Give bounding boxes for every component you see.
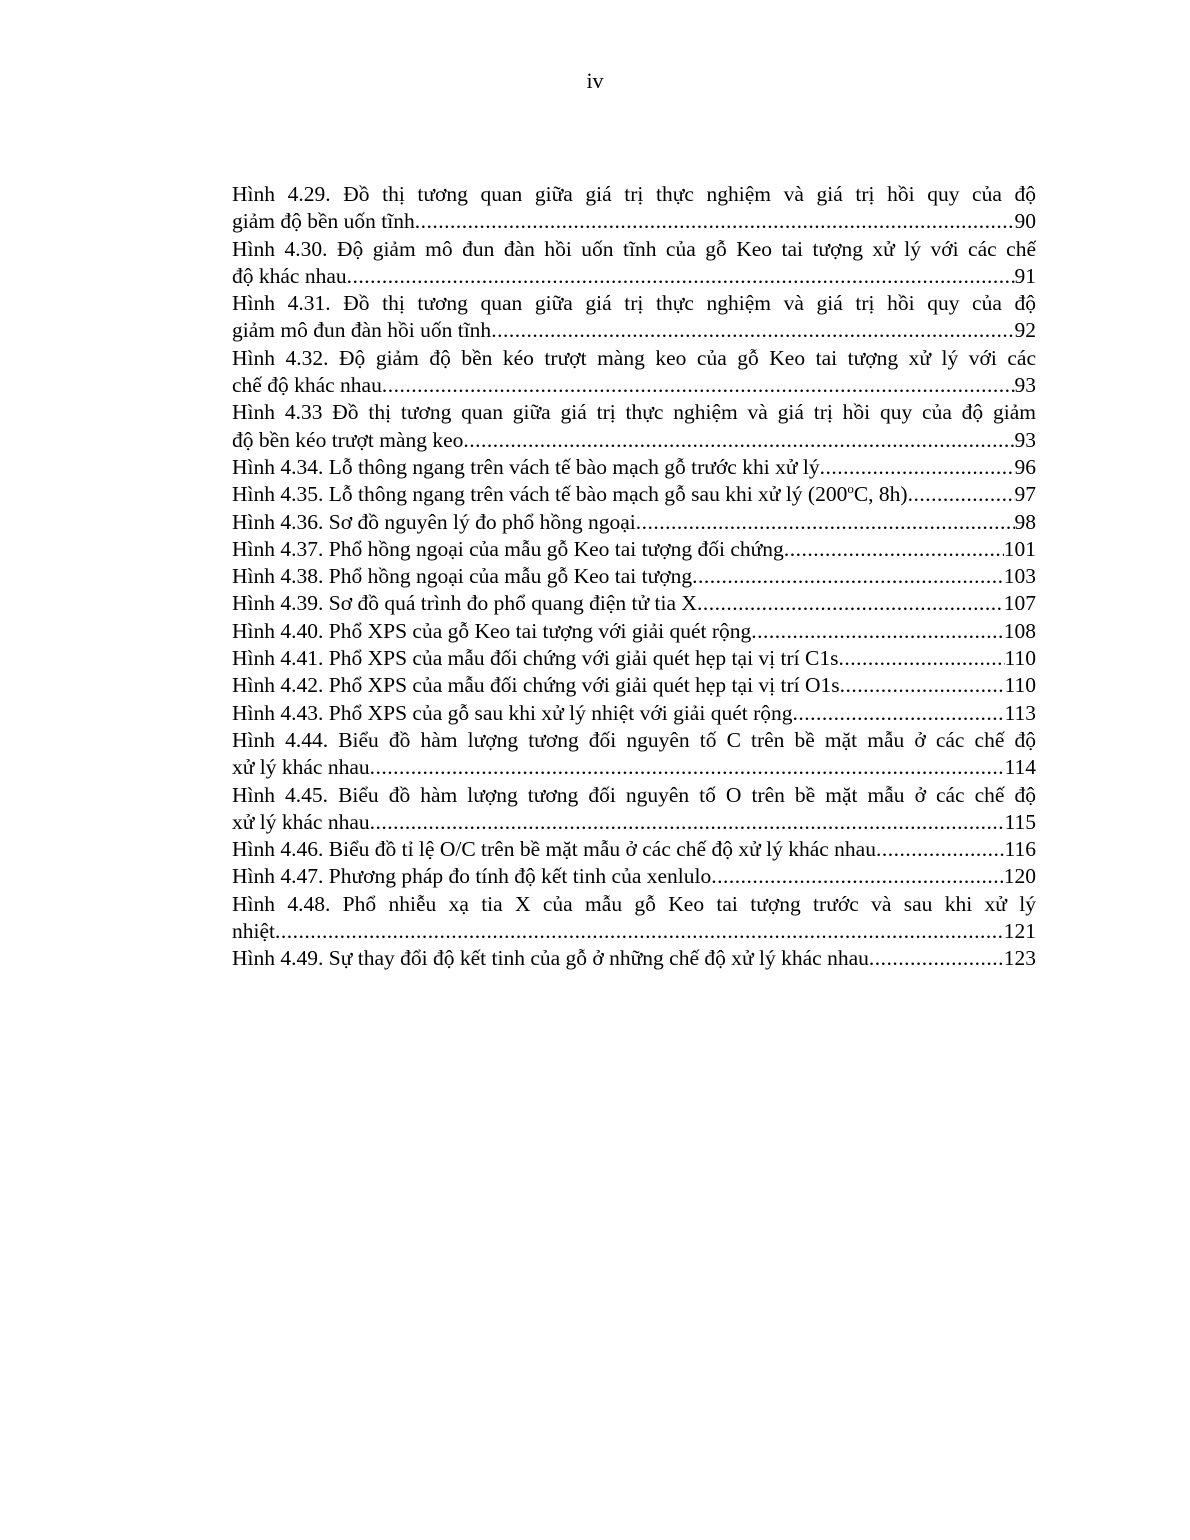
figure-entry-title xyxy=(232,863,711,890)
figure-entry-line: Hình 4.45. Biểu đồ hàm lượng tương đối nguyên tố O trên bề mặt mẫu ở các chế độ xyxy=(232,782,1036,807)
figure-entry-title-text: Hình 4.42. Phổ XPS của mẫu đối chứng với giải quét hẹp tại vị trí O1s xyxy=(232,673,840,698)
figure-entry-title xyxy=(232,372,382,399)
figure-entry-line: Hình 4.44. Biểu đồ hàm lượng tương đối nguyên tố C trên bề mặt mẫu ở các chế độ xyxy=(232,727,1036,752)
figure-entry[interactable] xyxy=(232,782,1036,837)
dot-leader xyxy=(838,645,1004,672)
figure-entry-title xyxy=(232,672,840,699)
figure-entry-last-line xyxy=(232,563,1036,590)
figure-entry-title-suffix: C, 8h) xyxy=(853,482,908,507)
figure-page-number: 113 xyxy=(1004,700,1036,725)
figure-entry-last-line xyxy=(232,863,1036,890)
figure-page-number: 90 xyxy=(1014,209,1036,234)
figure-entry-title xyxy=(232,317,491,344)
figure-entry[interactable] xyxy=(232,945,1036,972)
figure-entry-last-line xyxy=(232,618,1036,645)
figure-entry-title-text: Hình 4.35. Lỗ thông ngang trên vách tế bào mạch gỗ sau khi xử lý (200 xyxy=(232,482,848,507)
figure-entry-title xyxy=(232,563,692,590)
figure-entry-last-line xyxy=(232,645,1036,672)
figure-entry-last-line xyxy=(232,700,1036,727)
figure-entry[interactable] xyxy=(232,727,1036,782)
figure-entry-last-line xyxy=(232,836,1036,863)
figure-entry-title-text: Hình 4.46. Biểu đồ tỉ lệ O/C trên bề mặt mẫu ở các chế độ xử lý khác nhau xyxy=(232,837,876,862)
figure-entry-last-line xyxy=(232,317,1036,344)
dot-leader xyxy=(370,754,1005,781)
dot-leader xyxy=(692,563,1004,590)
figure-entry[interactable] xyxy=(232,454,1036,481)
figure-entry-title-text: độ bền kéo trượt màng keo xyxy=(232,427,464,452)
figure-entry-title xyxy=(232,945,869,972)
dot-leader xyxy=(876,836,1005,863)
figure-entry-last-line xyxy=(232,454,1036,481)
figure-entry[interactable] xyxy=(232,536,1036,563)
figure-entry-line: Hình 4.32. Độ giảm độ bền kéo trượt màng keo của gỗ Keo tai tượng xử lý với các xyxy=(232,345,1036,370)
figure-entry-last-line xyxy=(232,208,1036,235)
figure-entry-last-line xyxy=(232,945,1036,972)
figure-entry[interactable] xyxy=(232,181,1036,236)
dot-leader xyxy=(463,427,1014,454)
dot-leader xyxy=(415,208,1015,235)
figure-page-number: 114 xyxy=(1004,755,1036,780)
dot-leader xyxy=(711,863,1003,890)
figure-page-number: 123 xyxy=(1003,946,1036,971)
figure-entry-title-text: Hình 4.49. Sự thay đổi độ kết tinh của gỗ ở những chế độ xử lý khác nhau xyxy=(232,946,869,971)
dot-leader xyxy=(382,372,1015,399)
figure-entry-title-text: Hình 4.40. Phổ XPS của gỗ Keo tai tượng với giải quét rộng xyxy=(232,618,752,643)
figure-entry[interactable] xyxy=(232,891,1036,946)
figure-entry-title-text: Hình 4.43. Phổ XPS của gỗ sau khi xử lý nhiệt với giải quét rộng xyxy=(232,700,793,725)
dot-leader xyxy=(908,481,1015,508)
figure-entry[interactable] xyxy=(232,672,1036,699)
figure-page-number: 98 xyxy=(1014,509,1036,534)
figure-page-number: 103 xyxy=(1003,564,1036,589)
figure-page-number: 116 xyxy=(1004,837,1036,862)
figure-entry-last-line xyxy=(232,427,1036,454)
figure-entry-last-line xyxy=(232,509,1036,536)
page-number: iv xyxy=(586,68,604,93)
figure-entry-title xyxy=(232,590,697,617)
figure-entry-title-text: nhiệt xyxy=(232,919,275,944)
figure-entry-last-line xyxy=(232,536,1036,563)
figure-entry-title-text: Hình 4.36. Sơ đồ nguyên lý đo phổ hồng ngoại xyxy=(232,509,636,534)
dot-leader xyxy=(840,672,1005,699)
figure-entry-title-text: giảm độ bền uốn tĩnh xyxy=(232,209,415,234)
figure-entry-title xyxy=(232,481,908,508)
figure-entry-title-text: xử lý khác nhau xyxy=(232,809,370,834)
figure-entry-title xyxy=(232,454,820,481)
figure-entry[interactable] xyxy=(232,563,1036,590)
figure-entry-line: Hình 4.48. Phổ nhiễu xạ tia X của mẫu gỗ Keo tai tượng trước và sau khi xử lý xyxy=(232,891,1036,916)
figure-entry[interactable] xyxy=(232,863,1036,890)
figure-entry-title xyxy=(232,809,370,836)
figure-entry-last-line xyxy=(232,809,1036,836)
figure-entry-line: Hình 4.31. Đồ thị tương quan giữa giá trị thực nghiệm và giá trị hồi quy của độ xyxy=(232,291,1036,316)
figure-entry[interactable] xyxy=(232,481,1036,508)
figure-entry-title xyxy=(232,700,793,727)
figure-entry-title xyxy=(232,645,838,672)
dot-leader xyxy=(869,945,1004,972)
figure-entry[interactable] xyxy=(232,590,1036,617)
dot-leader xyxy=(697,590,1004,617)
figure-entry-last-line xyxy=(232,372,1036,399)
figure-entry[interactable] xyxy=(232,509,1036,536)
figure-entry-title xyxy=(232,263,347,290)
figure-entry-line: Hình 4.29. Đồ thị tương quan giữa giá trị thực nghiệm và giá trị hồi quy của độ xyxy=(232,182,1036,206)
figure-entry[interactable] xyxy=(232,836,1036,863)
dot-leader xyxy=(793,700,1005,727)
figure-page-number: 115 xyxy=(1004,809,1036,834)
figure-entry-title xyxy=(232,509,636,536)
figure-entry-last-line xyxy=(232,590,1036,617)
figure-entry-last-line xyxy=(232,918,1036,945)
dot-leader xyxy=(347,263,1015,290)
figure-page-number: 92 xyxy=(1014,318,1036,343)
figure-entry-last-line xyxy=(232,481,1036,508)
figure-entry[interactable] xyxy=(232,700,1036,727)
figure-entry-title-text: chế độ khác nhau xyxy=(232,373,382,398)
figure-entry-title-text: Hình 4.39. Sơ đồ quá trình đo phổ quang điện tử tia X xyxy=(232,591,697,616)
dot-leader xyxy=(370,809,1005,836)
figure-page-number: 101 xyxy=(1003,536,1036,561)
figure-entry-title-text: giảm mô đun đàn hồi uốn tĩnh xyxy=(232,318,492,343)
figure-entry-line: Hình 4.30. Độ giảm mô đun đàn hồi uốn tĩnh của gỗ Keo tai tượng xử lý với các chế xyxy=(232,236,1036,261)
figure-entry[interactable] xyxy=(232,236,1036,291)
figure-entry[interactable] xyxy=(232,645,1036,672)
figure-page-number: 97 xyxy=(1014,482,1036,507)
figure-entry-title xyxy=(232,208,415,235)
figure-entry[interactable] xyxy=(232,618,1036,645)
figure-page-number: 93 xyxy=(1014,427,1036,452)
figure-entry-title-text: xử lý khác nhau xyxy=(232,755,370,780)
dot-leader xyxy=(751,618,1003,645)
figure-entry-title xyxy=(232,427,463,454)
degree-superscript: o xyxy=(847,481,854,497)
figure-page-number: 96 xyxy=(1014,454,1036,479)
figure-page-number: 110 xyxy=(1004,646,1036,671)
figure-entry-title-text: độ khác nhau xyxy=(232,263,347,288)
figure-entry-title-text: Hình 4.41. Phổ XPS của mẫu đối chứng với giải quét hẹp tại vị trí C1s xyxy=(232,646,839,671)
figure-entry-last-line xyxy=(232,754,1036,781)
figure-entry-last-line xyxy=(232,263,1036,290)
dot-leader xyxy=(784,536,1004,563)
figure-entry-title xyxy=(232,618,751,645)
figure-entry-title-text: Hình 4.37. Phổ hồng ngoại của mẫu gỗ Keo tai tượng đối chứng xyxy=(232,536,784,561)
figure-page-number: 121 xyxy=(1003,919,1036,944)
figure-entry[interactable] xyxy=(232,290,1036,345)
figure-entry-title xyxy=(232,754,370,781)
figure-entry-title-text: Hình 4.34. Lỗ thông ngang trên vách tế bào mạch gỗ trước khi xử lý xyxy=(232,454,820,479)
figure-page-number: 91 xyxy=(1014,263,1036,288)
figure-entry[interactable] xyxy=(232,399,1036,454)
dot-leader xyxy=(820,454,1015,481)
figure-page-number: 110 xyxy=(1004,673,1036,698)
figure-entry-title xyxy=(232,536,784,563)
dot-leader xyxy=(636,509,1015,536)
figure-entry-line: Hình 4.33 Đồ thị tương quan giữa giá trị thực nghiệm và giá trị hồi quy của độ giảm xyxy=(232,400,1036,425)
figure-entry-title xyxy=(232,836,876,863)
figure-entry[interactable] xyxy=(232,345,1036,400)
figure-page-number: 93 xyxy=(1014,373,1036,398)
figure-page-number: 108 xyxy=(1003,618,1036,643)
figure-page-number: 120 xyxy=(1003,864,1036,889)
figure-entry-title-text: Hình 4.38. Phổ hồng ngoại của mẫu gỗ Keo tai tượng xyxy=(232,564,693,589)
dot-leader xyxy=(275,918,1004,945)
figure-entry-title-text: Hình 4.47. Phương pháp đo tính độ kết tinh của xenlulo xyxy=(232,864,712,889)
figure-entry-title xyxy=(232,918,275,945)
figure-entry-last-line xyxy=(232,672,1036,699)
dot-leader xyxy=(491,317,1014,344)
figure-page-number: 107 xyxy=(1003,591,1036,616)
list-of-figures xyxy=(232,181,1036,973)
